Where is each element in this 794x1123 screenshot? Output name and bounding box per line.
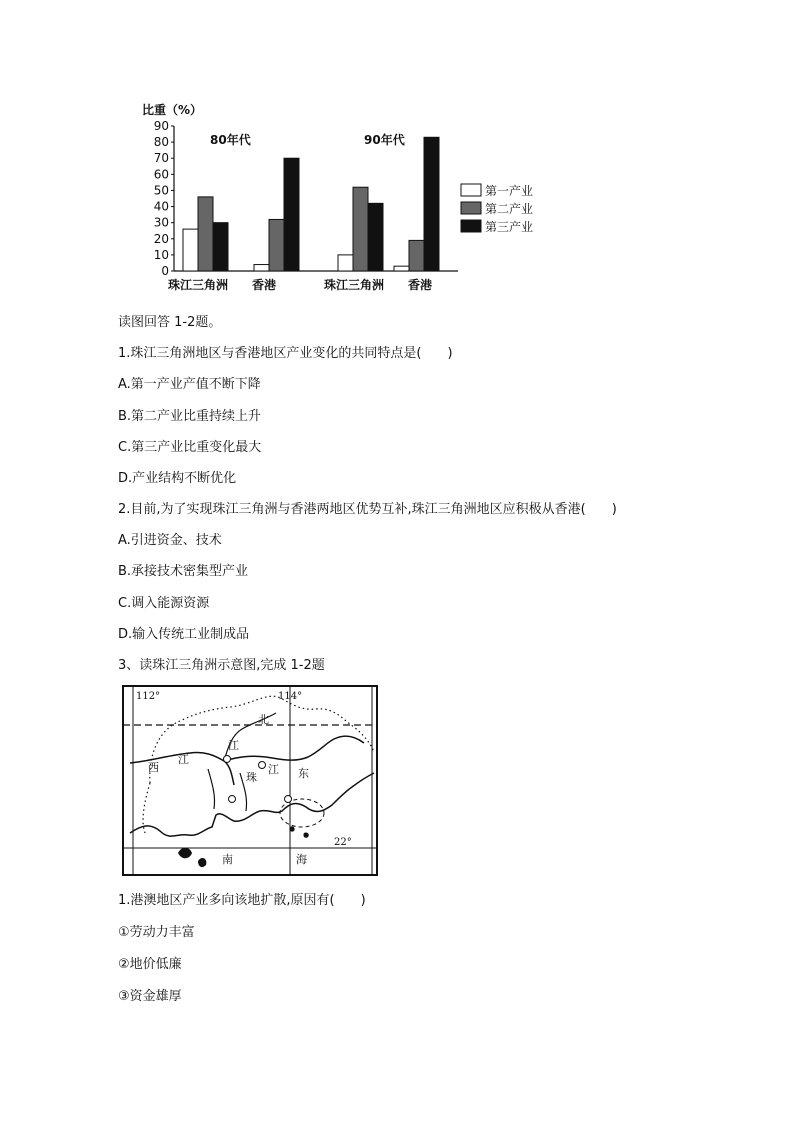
bar-primary: [394, 266, 409, 271]
question-2-option-d: D.输入传统工业制成品: [118, 627, 250, 642]
question-1-option-d: D.产业结构不断优化: [118, 471, 237, 486]
y-tick-label: 20: [153, 231, 169, 246]
y-tick-label: 10: [153, 247, 169, 262]
y-axis-ticks: [154, 119, 174, 278]
category-label: 香港: [252, 278, 277, 292]
category-label: 珠江三角洲: [324, 278, 385, 292]
y-tick-label: 60: [153, 167, 169, 182]
y-tick-label: 40: [153, 199, 169, 214]
bar-primary: [338, 255, 353, 271]
city-marker: [224, 756, 231, 763]
question-1-option-c: C.第三产业比重变化最大: [118, 440, 262, 455]
bar-secondary: [269, 219, 284, 271]
question-1-option-a: A.第一产业产值不断下降: [118, 377, 261, 392]
y-tick-label: 70: [153, 151, 169, 166]
pearl-river-delta-map: [120, 683, 380, 878]
bar-tertiary: [213, 223, 228, 271]
question-3: 3、读珠江三角洲示意图,完成 1-2题: [118, 658, 325, 673]
longitude-label-112: 112°: [136, 691, 161, 702]
category-label: 香港: [408, 278, 433, 292]
legend-label-primary: 第一产业: [485, 184, 534, 198]
map-label: 珠: [246, 771, 257, 784]
map-label: 北: [258, 713, 269, 726]
bars: [183, 137, 439, 271]
group-label-90s: 90年代: [364, 133, 405, 147]
option-1: ①劳动力丰富: [118, 925, 195, 940]
y-tick-label: 30: [153, 215, 169, 230]
question-1-option-b: B.第二产业比重持续上升: [118, 409, 262, 424]
map-label: 西: [148, 761, 159, 774]
legend-swatch-secondary: [461, 202, 481, 214]
bar-tertiary: [424, 137, 439, 271]
option-3: ③资金雄厚: [118, 989, 182, 1004]
question-2-option-c: C.调入能源资源: [118, 596, 210, 611]
bar-primary: [183, 229, 198, 271]
legend-swatch-primary: [461, 184, 481, 196]
bar-secondary: [198, 197, 213, 271]
longitude-label-114: 114°: [278, 691, 303, 702]
bar-tertiary: [284, 158, 299, 271]
category-label: 珠江三角洲: [168, 278, 229, 292]
city-marker: [259, 762, 266, 769]
map-label: 江: [268, 763, 279, 776]
latitude-label-22: 22°: [334, 837, 352, 848]
bar-primary: [254, 265, 269, 271]
legend-label-secondary: 第二产业: [485, 202, 534, 216]
y-tick-label: 50: [153, 183, 169, 198]
question-2: 2.目前,为了实现珠江三角洲与香港两地区优势互补,珠江三角洲地区应积极从香港( ): [118, 502, 617, 517]
bar-secondary: [409, 240, 424, 271]
y-axis-title: 比重（%）: [142, 103, 203, 117]
city-marker: [229, 796, 236, 803]
question-1: 1.珠江三角洲地区与香港地区产业变化的共同特点是( ): [118, 346, 453, 361]
y-tick-label: 90: [153, 119, 169, 133]
map-label: 东: [298, 767, 309, 780]
intro-text: 读图回答 1-2题。: [118, 315, 222, 330]
city-marker: [285, 796, 292, 803]
legend-swatch-tertiary: [461, 220, 481, 232]
question-3-1: 1.港澳地区产业多向该地扩散,原因有( ): [118, 893, 366, 908]
y-tick-label: 0: [161, 264, 169, 278]
map-label: 海: [296, 853, 307, 866]
bar-secondary: [353, 187, 368, 271]
bar-tertiary: [368, 203, 383, 271]
map-label: 江: [178, 753, 189, 766]
y-tick-label: 80: [153, 135, 169, 150]
question-2-option-b: B.承接技术密集型产业: [118, 564, 249, 579]
option-2: ②地价低廉: [118, 957, 182, 972]
map-label: 江: [228, 739, 239, 752]
industry-structure-chart: [138, 98, 558, 298]
legend-label-tertiary: 第三产业: [485, 220, 534, 234]
question-2-option-a: A.引进资金、技术: [118, 533, 222, 548]
group-label-80s: 80年代: [210, 133, 251, 147]
map-label: 南: [222, 853, 233, 866]
legend: [461, 183, 533, 234]
